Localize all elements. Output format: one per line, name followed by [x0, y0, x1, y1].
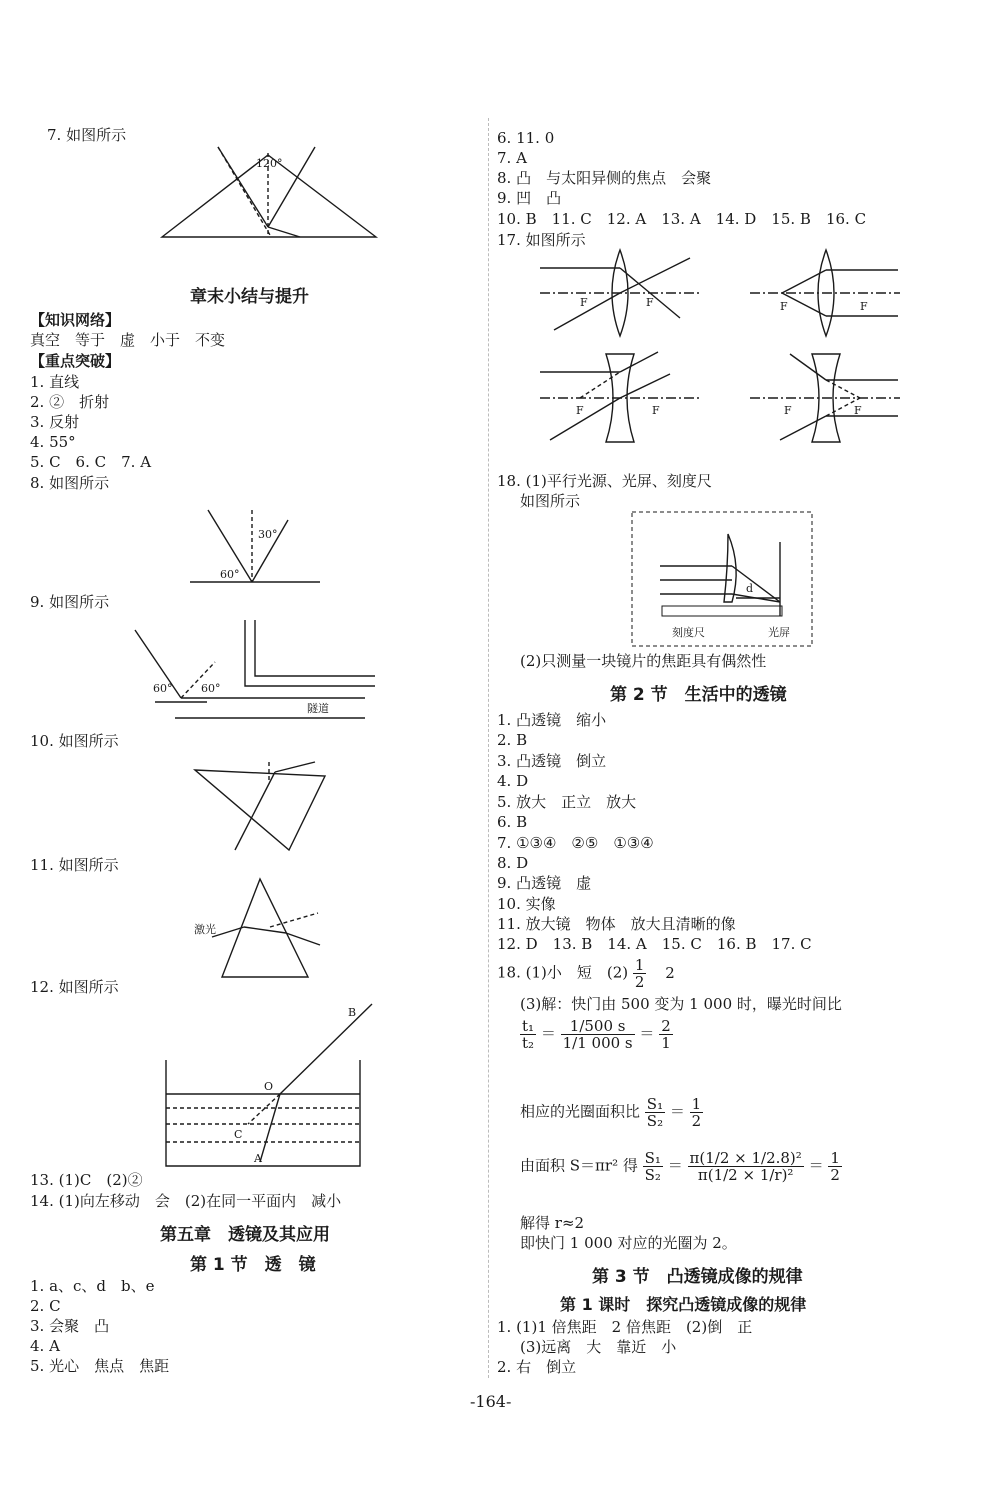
section1-title: 第 1 节 透 镜: [190, 1255, 316, 1275]
k4: 4. 55°: [30, 433, 76, 451]
eq1-mid-d: 1/1 000 s: [562, 1034, 633, 1052]
fig8-angle-b: 60°: [220, 568, 240, 581]
fig12-point-c: C: [234, 1128, 243, 1141]
fig17b-f1: F: [780, 300, 788, 313]
section3-lesson1-title: 第 1 课时 探究凸透镜成像的规律: [560, 1295, 807, 1314]
fig17-convex-lens-a: [540, 248, 700, 338]
eq3-s: [643, 1150, 663, 1183]
k13: 13. (1)C (2)②: [30, 1171, 143, 1189]
eq3-den: π(1/2 × 1/r)²: [697, 1166, 794, 1184]
eq1-rhs-n: 2: [661, 1017, 671, 1035]
fig7-reflection-diagram: [160, 145, 380, 245]
k14: 14. (1)向左移动 会 (2)在同一平面内 减小: [30, 1192, 342, 1210]
s2-3: 3. 凸透镜 倒立: [497, 752, 607, 770]
eq2-rn: 1: [691, 1095, 702, 1113]
eq1: $\frac{\text{t₁}}{\text{t₂}}$ ＝ $\frac{1/500 s}{1/1 000 s}$ ＝ $\frac{2}{1}$: [522, 1017, 671, 1052]
r18: 18. (1)平行光源、光屏、刻度尺: [497, 472, 712, 490]
fig17a-f2: F: [646, 296, 654, 309]
eq2-d: S₂: [646, 1112, 664, 1130]
k9: 9. 如图所示: [30, 593, 110, 611]
fig9-angle-a: 60°: [153, 682, 173, 695]
fig17-concave-lens-a: [540, 350, 700, 445]
fig9-tunnel-diagram: [135, 610, 375, 730]
q7-label: 7. 如图所示: [47, 126, 127, 144]
eq1-rhs: [659, 1018, 673, 1051]
s1-3: 3. 会聚 凸: [30, 1317, 110, 1335]
s1-4: 4. A: [30, 1337, 60, 1355]
s1-1: 1. a、c、d b、e: [30, 1277, 155, 1295]
fig17d-f2: F: [854, 404, 862, 417]
eq5: 即快门 1 000 对应的光圈为 2。: [520, 1234, 737, 1252]
eq3-s-d: S₂: [644, 1166, 661, 1184]
k5: 5. C 6. C 7. A: [30, 453, 152, 471]
eq3-rn: 1: [830, 1149, 840, 1167]
r9: 9. 凹 凸: [497, 189, 562, 207]
s2-11: 11. 放大镜 物体 放大且清晰的像: [497, 915, 736, 933]
eq4: 解得 r≈2: [520, 1214, 585, 1232]
r18b: 如图所示: [520, 492, 581, 510]
s2-18b: (3)解：快门由 500 变为 1 000 时，曝光时间比: [520, 995, 842, 1013]
key-breakthrough-label: 【重点突破】: [30, 352, 121, 370]
fig17d-f1: F: [784, 404, 792, 417]
eq3-rd: 2: [830, 1166, 840, 1184]
eq2: 相应的光圈面积比 $\frac{\text{S₁}}{\text{S₂}}$ ＝ $\frac{1}{2}$: [520, 1095, 702, 1130]
fig7-angle: 120°: [256, 157, 283, 170]
eq2-n: S₁: [646, 1095, 664, 1113]
s2-4: 4. D: [497, 772, 529, 790]
fig9-angle-b: 60°: [201, 682, 221, 695]
eq1-lhs-d: t₂: [522, 1034, 535, 1052]
eq2-text: 相应的光圈面积比: [520, 1102, 641, 1121]
fig17a-f1: F: [580, 296, 588, 309]
knowledge-network-label: 【知识网络】: [30, 311, 121, 329]
k11: 11. 如图所示: [30, 856, 119, 874]
chapter5-title: 第五章 透镜及其应用: [160, 1225, 330, 1245]
r8: 8. 凸 与太阳异侧的焦点 会聚: [497, 169, 712, 187]
s2-12: 12. D 13. B 14. A 15. C 16. B 17. C: [497, 935, 812, 953]
k1: 1. 直线: [30, 373, 80, 391]
fig12-point-o: O: [264, 1080, 274, 1093]
eq3-frac: [688, 1150, 804, 1183]
r6: 6. 11. 0: [497, 129, 555, 147]
fig18-d: d: [746, 582, 754, 595]
s2-18a-fraction: [633, 957, 647, 990]
s2-5: 5. 放大 正立 放大: [497, 793, 637, 811]
s2-7: 7. ①③④ ②⑤ ①③④: [497, 834, 654, 852]
eq3: 由面积 S＝πr² 得 $\frac{\text{S₁}}{\text{S₂}}$ ＝ $\frac{\text{π(1/2 × 1/2.8)²}}{\text{π(1/2 × 1/r)²}}$ ＝ $\frac{1}{2}$: [520, 1149, 840, 1184]
fig17-convex-lens-b: [750, 248, 900, 338]
s2-10: 10. 实像: [497, 895, 556, 913]
fig17c-f1: F: [576, 404, 584, 417]
fig8-angle-a: 30°: [258, 528, 278, 541]
s2-2: 2. B: [497, 731, 528, 749]
eq1-mid: [561, 1018, 635, 1051]
fig12-water-tank-diagram: [160, 1000, 365, 1170]
fig17b-f2: F: [860, 300, 868, 313]
k12: 12. 如图所示: [30, 978, 119, 996]
s2-18a-d: 2: [634, 973, 645, 991]
fig10-prism-diagram: [195, 750, 335, 860]
r17: 17. 如图所示: [497, 231, 586, 249]
s2-18a-n: 1: [634, 956, 645, 974]
eq3-text: 由面积 S＝πr² 得: [520, 1156, 638, 1175]
s1-5: 5. 光心 焦点 焦距: [30, 1357, 170, 1375]
s2-9: 9. 凸透镜 虚: [497, 874, 592, 892]
eq1-lhs: [520, 1018, 536, 1051]
section3-title: 第 3 节 凸透镜成像的规律: [592, 1267, 803, 1287]
knowledge-network-text: 真空 等于 虚 小于 不变: [30, 331, 226, 349]
eq1-lhs-n: t₁: [522, 1017, 535, 1035]
eq1-rhs-d: 1: [661, 1034, 671, 1052]
section2-title: 第 2 节 生活中的透镜: [610, 685, 787, 705]
r7: 7. A: [497, 149, 527, 167]
k2: 2. ② 折射: [30, 393, 110, 411]
eq2-frac: [645, 1096, 665, 1129]
eq3-num: π(1/2 × 1/2.8)²: [689, 1149, 802, 1167]
k8: 8. 如图所示: [30, 474, 110, 492]
fig8-reflection-diagram: [190, 500, 330, 590]
s3-1a: 1. (1)1 倍焦距 2 倍焦距 (2)倒 正: [497, 1318, 753, 1336]
r10: 10. B 11. C 12. A 13. A 14. D 15. B 16. C: [497, 210, 867, 228]
fig18-screen: 光屏: [768, 626, 790, 639]
eq2-rd: 2: [691, 1112, 702, 1130]
r18c: (2)只测量一块镜片的焦距具有偶然性: [520, 652, 767, 670]
s2-18a: 18. (1)小 短 (2): [497, 963, 629, 982]
fig17c-f2: F: [652, 404, 660, 417]
page-number: -164-: [470, 1392, 512, 1411]
chapter-summary-title: 章末小结与提升: [190, 287, 309, 307]
s2-8: 8. D: [497, 854, 529, 872]
k3: 3. 反射: [30, 413, 80, 431]
fig18-ruler: 刻度尺: [672, 626, 705, 639]
fig11-laser: 激光: [194, 923, 216, 936]
s3-1b: (3)远离 大 靠近 小: [520, 1338, 677, 1356]
fig9-tunnel: 隧道: [307, 702, 329, 715]
fig11-laser-prism-diagram: [190, 875, 330, 985]
eq3-s-n: S₁: [644, 1149, 661, 1167]
eq1-mid-n: 1/500 s: [561, 1018, 635, 1035]
fig17-concave-lens-b: [750, 350, 900, 445]
s3-2: 2. 右 倒立: [497, 1358, 577, 1376]
fig12-point-a: A: [254, 1152, 262, 1165]
fig18-focal-length-setup: [632, 512, 814, 648]
eq2-rhs: [690, 1096, 704, 1129]
s2-6: 6. B: [497, 813, 528, 831]
eq3-rhs: [828, 1150, 842, 1183]
column-divider: [488, 118, 489, 1378]
s2-18a-line: [497, 957, 675, 990]
s1-2: 2. C: [30, 1297, 61, 1315]
s2-18a-tail: 2: [665, 963, 675, 982]
k10: 10. 如图所示: [30, 732, 119, 750]
fig12-point-b: B: [348, 1006, 357, 1019]
s2-1: 1. 凸透镜 缩小: [497, 711, 607, 729]
